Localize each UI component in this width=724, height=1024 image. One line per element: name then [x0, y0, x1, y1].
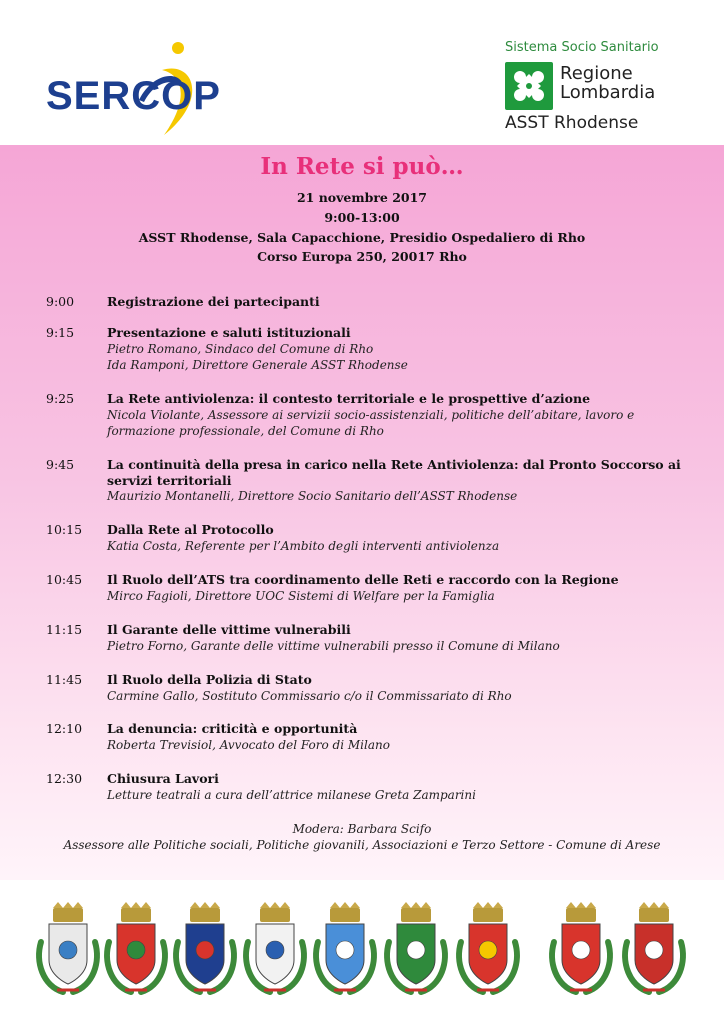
- event-date: 21 novembre 2017: [296, 190, 428, 205]
- crest-2-icon: [101, 902, 171, 998]
- program-speaker: formazione professionale, del Comune di Rho: [107, 423, 384, 438]
- header: [0, 0, 724, 145]
- program-title: La denuncia: criticità e opportunità: [107, 721, 358, 736]
- moderator-name: Modera: Barbara Scifo: [292, 822, 432, 836]
- event-title: In Rete si può…: [260, 153, 464, 180]
- program-speaker: Roberta Trevisiol, Avvocato del Foro di Milano: [107, 737, 390, 752]
- program-time: 9:00: [46, 294, 75, 309]
- program-time: 10:15: [46, 522, 83, 537]
- program-speaker: Pietro Romano, Sindaco del Comune di Rho: [107, 341, 374, 356]
- sercop-logo: [44, 40, 219, 140]
- region-name: Regione Lombardia: [560, 63, 656, 103]
- moderator-role: Assessore alle Politiche sociali, Politiche giovanili, Associazioni e Terzo Settore - Comune di Arese: [63, 838, 661, 852]
- program-time: 11:45: [46, 672, 83, 687]
- asst-name: ASST Rhodense: [505, 113, 639, 133]
- program-time: 12:10: [46, 721, 83, 736]
- program-time: 11:15: [46, 622, 83, 637]
- program-speaker: Katia Costa, Referente per l’Ambito degli interventi antiviolenza: [107, 538, 500, 553]
- program-title: Il Garante delle vittime vulnerabili: [107, 622, 351, 637]
- event-time: 9:00-13:00: [324, 210, 400, 225]
- program-time: 9:15: [46, 325, 75, 340]
- crest-4-icon: [240, 902, 310, 998]
- crest-3-icon: [170, 902, 240, 998]
- program-title: Chiusura Lavori: [107, 771, 219, 786]
- program-speaker: Maurizio Montanelli, Direttore Socio Sanitario dell’ASST Rhodense: [107, 489, 518, 503]
- sercop-logo-text: SERCOP: [46, 74, 221, 118]
- crest-1-icon: [33, 902, 103, 998]
- program-title: Registrazione dei partecipanti: [107, 294, 320, 309]
- crest-6-icon: [381, 902, 451, 998]
- event-address: Corso Europa 250, 20017 Rho: [257, 249, 467, 264]
- lombardia-logo-icon: [505, 62, 553, 110]
- program-time: 10:45: [46, 572, 83, 587]
- program-speaker: Ida Ramponi, Direttore Generale ASST Rhodense: [107, 357, 408, 372]
- program-speaker: Pietro Forno, Garante delle vittime vulnerabili presso il Comune di Milano: [107, 638, 560, 653]
- program-title: Il Ruolo della Polizia di Stato: [107, 672, 312, 687]
- program-speaker: Mirco Fagioli, Direttore UOC Sistemi di Welfare per la Famiglia: [107, 588, 495, 603]
- crest-8-icon: [546, 902, 616, 998]
- program-speaker: Carmine Gallo, Sostituto Commissario c/o il Commissariato di Rho: [107, 688, 512, 703]
- program-time: 9:25: [46, 391, 75, 406]
- program-speaker: Nicola Violante, Assessore ai servizii socio-assistenziali, politiche dell’abitare, lavoro e: [107, 407, 635, 422]
- program-title: La continuità della presa in carico nella Rete Antiviolenza: dal Pronto Soccorso ai servizi territoriali: [107, 457, 681, 488]
- program-time: 12:30: [46, 771, 83, 786]
- crest-7-icon: [453, 902, 523, 998]
- program-title: Presentazione e saluti istituzionali: [107, 325, 351, 340]
- crest-5-icon: [310, 902, 380, 998]
- program-title: Il Ruolo dell’ATS tra coordinamento delle Reti e raccordo con la Regione: [107, 572, 619, 587]
- program-title: La Rete antiviolenza: il contesto territoriale e le prospettive d’azione: [107, 391, 591, 406]
- program-speaker: Letture teatrali a cura dell’attrice milanese Greta Zamparini: [107, 787, 476, 802]
- crest-9-icon: [619, 902, 689, 998]
- program-time: 9:45: [46, 457, 75, 472]
- event-place: ASST Rhodense, Sala Capacchione, Presidio Ospedaliero di Rho: [138, 230, 586, 245]
- program-title: Dalla Rete al Protocollo: [107, 522, 274, 537]
- region-system-label: Sistema Socio Sanitario: [505, 40, 659, 55]
